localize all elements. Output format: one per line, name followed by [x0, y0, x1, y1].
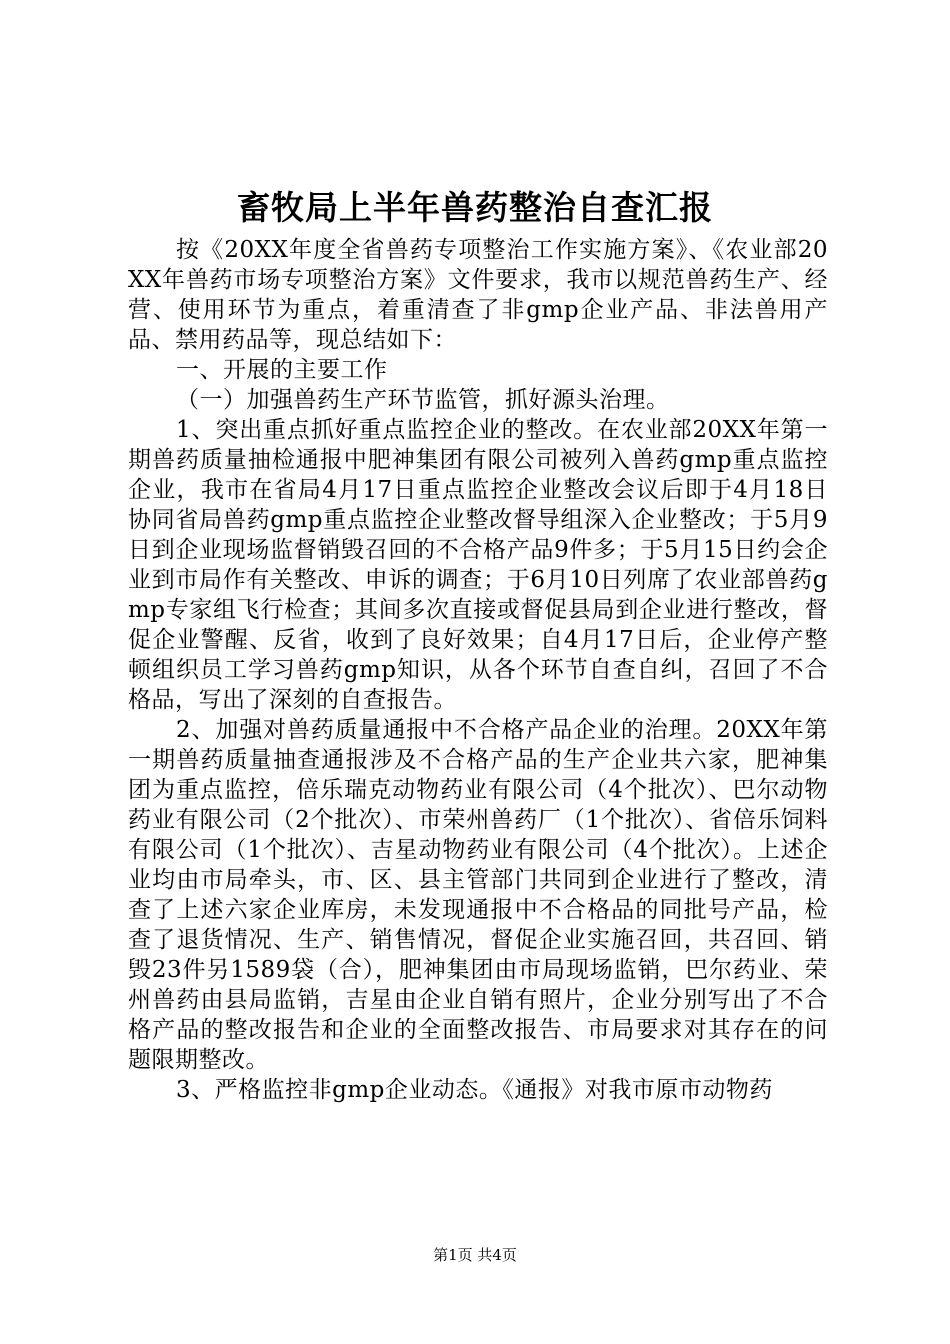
document-title: 畜牧局上半年兽药整治自查汇报: [237, 188, 713, 227]
item-1-paragraph: 1、突出重点抓好重点监控企业的整改。在农业部20XX年第一期兽药质量抽检通报中肥神集团有限公司被列入兽药gmp重点监控企业，我市在省局4月17日重点监控企业整改会议后即于4月18日协同省局兽药gmp重点监控企业整改督导组深入企业整改；于5月9日到企业现场监督销毁召回的不合格产品9件多；于5月15日约会企业到市局作有关整改、申诉的调查；于6月10日列席了农业部兽药gmp专家组飞行检查；其间多次直接或督促县局到企业进行整改，督促企业警醒、反省，收到了良好效果；自4月17日后，企业停产整顿组织员工学习兽药gmp知识，从各个环节自查自纠，召回了不合格品，写出了深刻的自查报告。: [128, 417, 828, 713]
item-3-paragraph: 3、严格监控非gmp企业动态。《通报》对我市原市动物药: [176, 1077, 773, 1103]
subsection-heading: （一）加强兽药生产环节监管，抓好源头治理。: [176, 387, 670, 413]
item-2-paragraph: 2、加强对兽药质量通报中不合格产品企业的治理。20XX年第一期兽药质量抽查通报涉及不合格产品的生产企业共六家，肥神集团为重点监控，倍乐瑞克动物药业有限公司（4个批次）、巴尔动物药业有限公司（2个批次）、市荣州兽药厂（1个批次）、省倍乐饲料有限公司（1个批次）、吉星动物药业有限公司（4个批次）。上述企业均由市局牵头，市、区、县主管部门共同到企业进行了整改，清查了上述六家企业库房，未发现通报中不合格品的同批号产品，检查了退货情况、生产、销售情况，督促企业实施召回，共召回、销毁23件另1589袋（合），肥神集团由市局现场监销，巴尔药业、荣州兽药由县局监销，吉星由企业自销有照片，企业分别写出了不合格产品的整改报告和企业的全面整改报告、市局要求对其存在的问题限期整改。: [128, 717, 828, 1073]
intro-paragraph: 按《20XX年度全省兽药专项整治工作实施方案》、《农业部20XX年兽药市场专项整治方案》文件要求，我市以规范兽药生产、经营、使用环节为重点，着重清查了非gmp企业产品、非法兽用产品、禁用药品等，现总结如下：: [128, 237, 828, 353]
section-heading: 一、开展的主要工作: [176, 357, 388, 383]
page-number-footer: 第1页 共4页: [433, 1246, 517, 1264]
document-body: [128, 235, 828, 1105]
